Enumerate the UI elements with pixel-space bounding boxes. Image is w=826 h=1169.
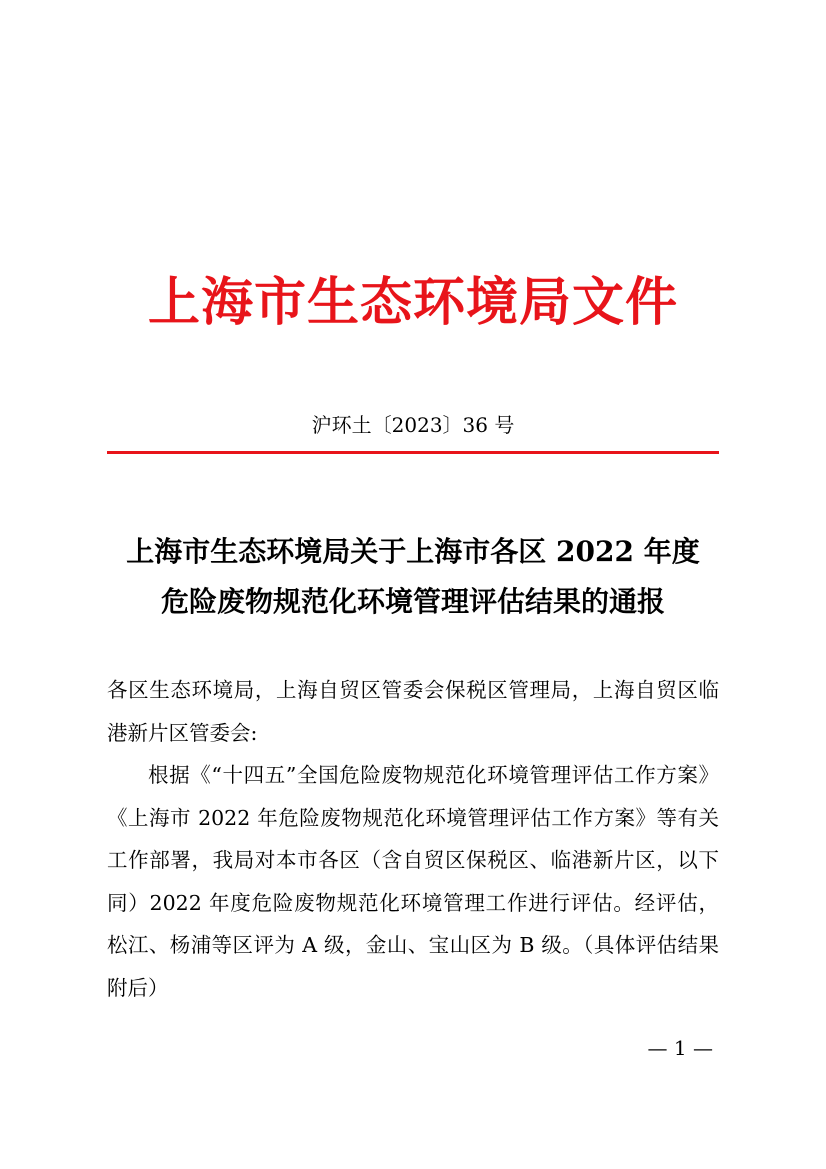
red-divider-line [107,451,719,454]
masthead-title: 上海市生态环境局文件 [147,272,678,333]
notice-title-line-2: 危险废物规范化环境管理评估结果的通报 [160,585,665,618]
salutation: 各区生态环境局，上海自贸区管委会保税区管理局，上海自贸区临港新片区管委会: [107,678,719,745]
body-text [107,669,719,1009]
notice-title-line-1: 上海市生态环境局关于上海市各区 2022 年度 [126,535,700,568]
notice-title [100,527,726,627]
document-number: 沪环土〔2023〕36 号 [311,413,515,437]
body-paragraph: 根据《“十四五”全国危险废物规范化环境管理评估工作方案》《上海市 2022 年危险废物规范化环境管理评估工作方案》等有关工作部署，我局对本市各区（含自贸区保税区、临港新片区，以下同）2022 年度危险废物规范化环境管理工作进行评估。经评估，松江、杨浦等区评为 A 级，金山、宝山区为 B 级。（具体评估结果附后） [107,763,719,1000]
page-number: — 1 — [647,1036,713,1060]
